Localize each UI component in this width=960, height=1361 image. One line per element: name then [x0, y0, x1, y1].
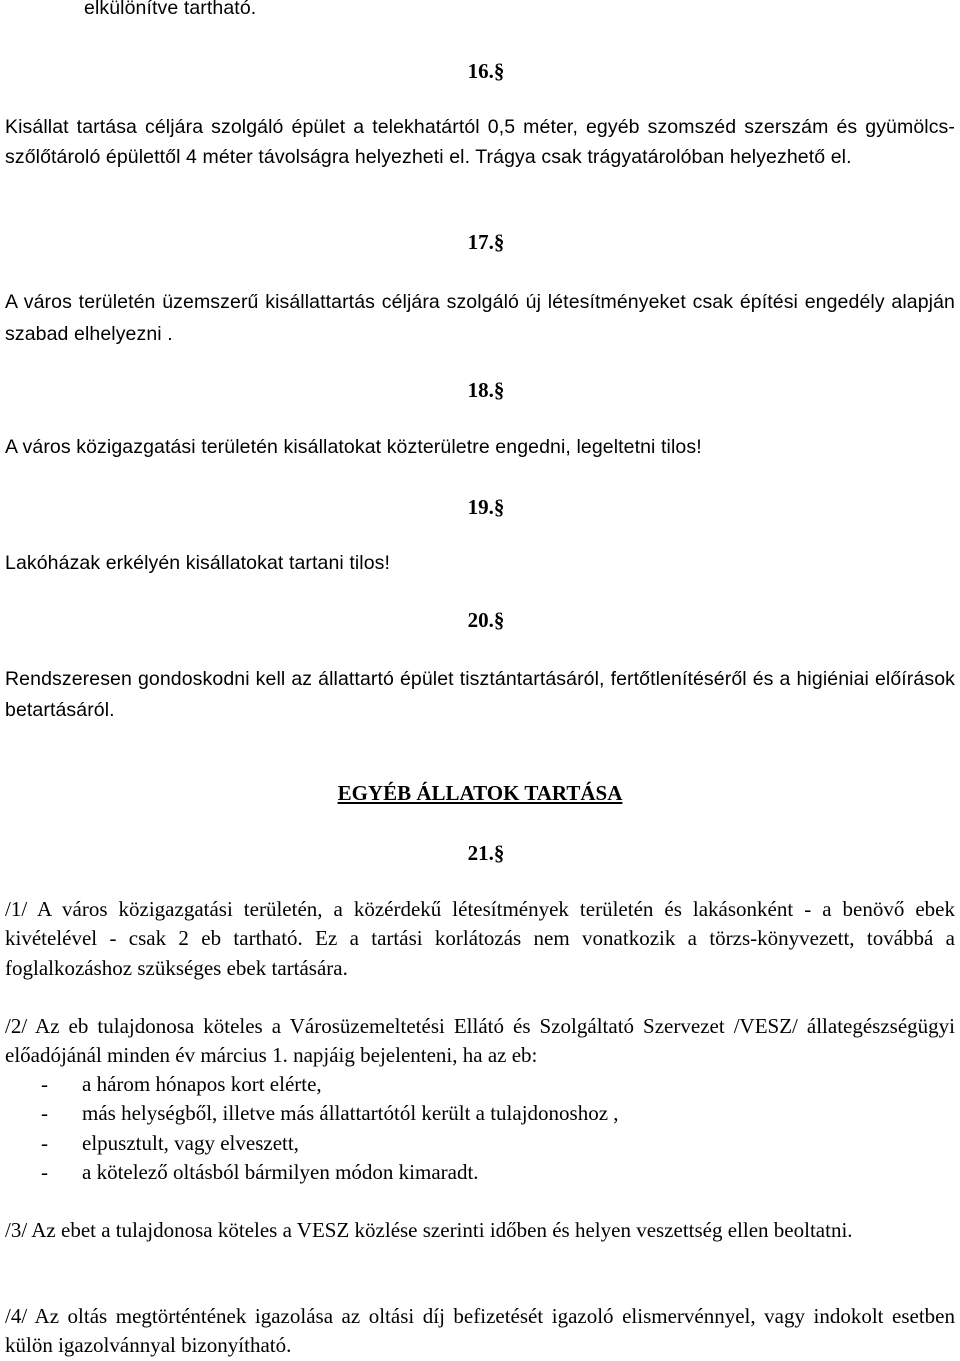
- list-item-text: a három hónapos kort elérte,: [82, 1072, 322, 1096]
- section-21-paragraph-4: /4/ Az oltás megtörténtének igazolása az oltási díj befizetését igazoló elismervénnyel, vagy indokolt esetben külön igazolvánnyal bizonyítható.: [5, 1304, 955, 1358]
- list-item-text: más helységből, illetve más állattartótól került a tulajdonoshoz ,: [82, 1101, 619, 1126]
- section-21-paragraph-2: /2/ Az eb tulajdonosa köteles a Városüzemeltetési Ellátó és Szolgáltató Szervezet /VESZ/ állategészségügyi előadójánál minden év március 1. napjáig bejelenteni, ha az eb:: [5, 1014, 955, 1068]
- list-dash: -: [41, 1130, 48, 1155]
- section-21-number: 21.§: [467, 841, 505, 865]
- list-dash: -: [41, 1101, 48, 1126]
- list-item: [5, 1099, 955, 1128]
- section-20-paragraph: Rendszeresen gondoskodni kell az állattartó épület tisztántartásáról, fertőtlenítéséről és a higiéniai előírások betartásáról.: [5, 668, 955, 721]
- list-dash: -: [41, 1159, 48, 1184]
- list-item-text: a kötelező oltásból bármilyen módon kimaradt.: [82, 1159, 479, 1184]
- list-item: [5, 1070, 955, 1099]
- list-item: [5, 1129, 955, 1158]
- notification-conditions-list: [5, 1070, 955, 1187]
- section-heading: EGYÉB ÁLLATOK TARTÁSA: [337, 781, 623, 805]
- section-16-number: 16.§: [467, 59, 505, 83]
- section-17-paragraph: A város területén üzemszerű kisállattartás céljára szolgáló új létesítményeket csak építési engedély alapján szabad elhelyezni .: [5, 291, 955, 345]
- section-18-paragraph: A város közigazgatási területén kisállatokat közterületre engedni, legeltetni tilos!: [5, 436, 702, 458]
- section-19-paragraph: Lakóházak erkélyén kisállatokat tartani tilos!: [5, 552, 391, 574]
- section-17-number: 17.§: [467, 230, 505, 254]
- section-21-paragraph-1: /1/ A város közigazgatási területén, a közérdekű létesítmények területén és lakásonként - a benövő ebek kivételével - csak 2 eb tartható. Ez a tartási korlátozás nem vonatkozik a törzs-könyvezett, továbbá a foglalkozáshoz szükséges ebek tartására.: [5, 897, 955, 980]
- section-21-paragraph-3: /3/ Az ebet a tulajdonosa köteles a VESZ közlése szerinti időben és helyen veszettség ellen beoltatni.: [5, 1218, 853, 1242]
- section-18-number: 18.§: [467, 378, 505, 402]
- list-item-text: elpusztult, vagy elveszett,: [82, 1130, 299, 1155]
- list-dash: -: [41, 1072, 48, 1096]
- section-16-paragraph: Kisállat tartása céljára szolgáló épület a telekhatártól 0,5 méter, egyéb szomszéd szerszám és gyümölcs-szőlőtároló épülettől 4 méter távolságra helyezheti el. Trágya csak trágyatárolóban helyezhető el.: [5, 116, 955, 168]
- list-item: [5, 1158, 955, 1187]
- section-20-number: 20.§: [467, 608, 505, 632]
- top-line-text: elkülönítve tartható.: [84, 0, 257, 19]
- section-19-number: 19.§: [467, 495, 505, 519]
